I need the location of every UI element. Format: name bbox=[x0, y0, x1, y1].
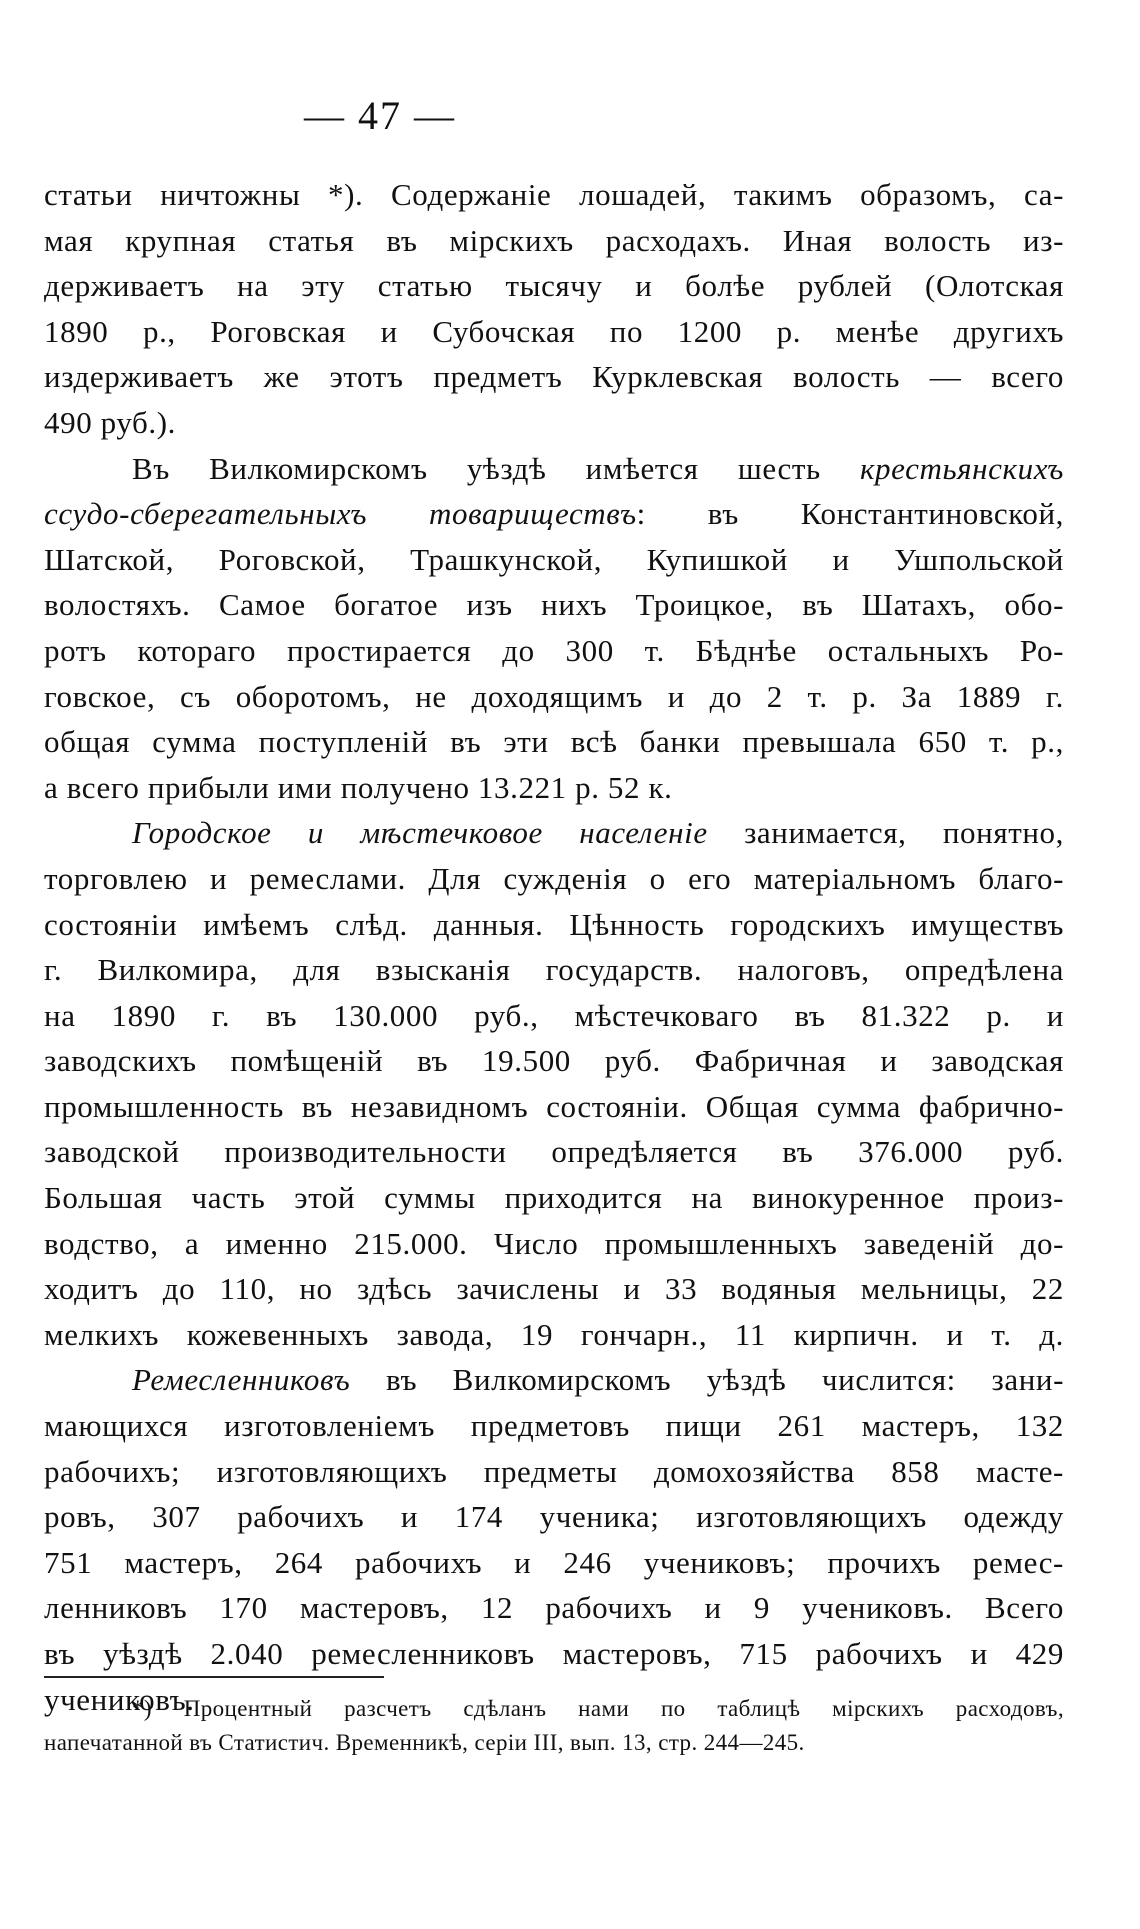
text-run: : въ Константиновской, bbox=[636, 496, 1064, 532]
text-line: учениковъ. bbox=[44, 1681, 195, 1717]
text-line: говское, съ оборотомъ, не доходящимъ и до 2 т. р. За 1889 г. bbox=[44, 678, 1064, 714]
italic-term: Городское и мѣстечковое населеніе bbox=[132, 815, 708, 851]
text-line: въ уѣздѣ 2.040 ремесленниковъ мастеровъ, 715 рабочихъ и 429 bbox=[44, 1636, 1064, 1671]
text-line: 751 мастеръ, 264 рабочихъ и 246 учениковъ; прочихъ ремес- bbox=[44, 1544, 1064, 1580]
text-line: ровъ, 307 рабочихъ и 174 ученика; изготовляющихъ одежду bbox=[44, 1499, 1064, 1535]
text-line: на 1890 г. въ 130.000 руб., мѣстечковаго въ 81.322 р. и bbox=[44, 997, 1064, 1033]
text-line: ленниковъ 170 мастеровъ, 12 рабочихъ и 9 учениковъ. Всего bbox=[44, 1590, 1064, 1626]
text-line: мающихся изготовленіемъ предметовъ пищи 261 мастеръ, 132 bbox=[44, 1408, 1064, 1444]
text-line: ходитъ до 110, но здѣсь зачислены и 33 водяныя мельницы, 22 bbox=[44, 1271, 1064, 1307]
text-line: заводскихъ помѣщеній въ 19.500 руб. Фабричная и заводская bbox=[44, 1043, 1064, 1079]
body-text bbox=[44, 172, 1064, 1722]
text-line: Шатской, Роговской, Трашкунской, Купишкой и Ушпольской bbox=[44, 541, 1064, 577]
italic-term: крестьянскихъ bbox=[859, 450, 1064, 486]
text-line bbox=[44, 491, 1064, 537]
page-number: — 47 — bbox=[304, 93, 456, 138]
text-line: состояніи имѣемъ слѣд. данныя. Цѣнность городскихъ имуществъ bbox=[44, 906, 1064, 942]
text-line: статьи ничтожны *). Содержаніе лошадей, такимъ образомъ, са- bbox=[44, 177, 1064, 212]
text-line: а всего прибыли ими получено 13.221 р. 52 к. bbox=[44, 769, 673, 805]
text-line: Большая часть этой суммы приходится на винокуренное произ- bbox=[44, 1180, 1064, 1216]
text-line bbox=[44, 446, 1064, 492]
paragraph-3 bbox=[44, 810, 1064, 1357]
text-line: 490 руб.). bbox=[44, 404, 177, 440]
text-line: промышленность въ незавидномъ состояніи. Общая сумма фабрично- bbox=[44, 1088, 1064, 1124]
text-run: въ Вилкомирскомъ уѣздѣ числится: зани- bbox=[350, 1362, 1064, 1398]
text-run: занимается, понятно, bbox=[707, 815, 1064, 851]
text-line: водство, а именно 215.000. Число промышленныхъ заведеній до- bbox=[44, 1225, 1064, 1261]
paragraph-1 bbox=[44, 172, 1064, 446]
text-line: волостяхъ. Самое богатое изъ нихъ Троицкое, въ Шатахъ, обо- bbox=[44, 587, 1064, 623]
text-line: мая крупная статья въ мірскихъ расходахъ. Иная волость из- bbox=[44, 222, 1064, 258]
footnote-line: напечатанной въ Статистич. Временникѣ, серіи III, вып. 13, стр. 244—245. bbox=[44, 1730, 805, 1755]
text-line: рабочихъ; изготовляющихъ предметы домохозяйства 858 масте- bbox=[44, 1453, 1064, 1489]
footnote-line: *) Процентный разсчетъ сдѣланъ нами по таблицѣ мірскихъ расходовъ, bbox=[132, 1696, 1064, 1721]
text-line bbox=[44, 1357, 1064, 1403]
text-line: заводской производительности опредѣляется въ 376.000 руб. bbox=[44, 1134, 1064, 1170]
text-line: издерживаетъ же этотъ предметъ Курклевская волость — всего bbox=[44, 359, 1064, 395]
text-line: ротъ котораго простирается до 300 т. Бѣднѣе остальныхъ Ро- bbox=[44, 632, 1064, 668]
footnote-divider bbox=[44, 1676, 384, 1678]
text-line: торговлею и ремеслами. Для сужденія о его матеріальномъ благо- bbox=[44, 860, 1064, 896]
italic-term: Ремесленниковъ bbox=[132, 1362, 351, 1398]
text-line: г. Вилкомира, для взысканія государств. налоговъ, опредѣлена bbox=[44, 952, 1064, 988]
text-line bbox=[44, 810, 1064, 856]
text-line: держиваетъ на эту статью тысячу и болѣе рублей (Олотская bbox=[44, 268, 1064, 304]
text-run: Въ Вилкомирскомъ уѣздѣ имѣется шесть bbox=[132, 450, 860, 486]
text-line: мелкихъ кожевенныхъ завода, 19 гончарн., 11 кирпичн. и т. д. bbox=[44, 1316, 1064, 1352]
italic-term: ссудо-сберегательныхъ товариществъ bbox=[44, 496, 637, 532]
footnote bbox=[44, 1692, 1064, 1760]
text-line: общая сумма поступленій въ эти всѣ банки превышала 650 т. р., bbox=[44, 724, 1064, 760]
paragraph-2 bbox=[44, 446, 1064, 811]
text-line: 1890 р., Роговская и Субочская по 1200 р. менѣе другихъ bbox=[44, 313, 1064, 349]
paragraph-4 bbox=[44, 1357, 1064, 1722]
